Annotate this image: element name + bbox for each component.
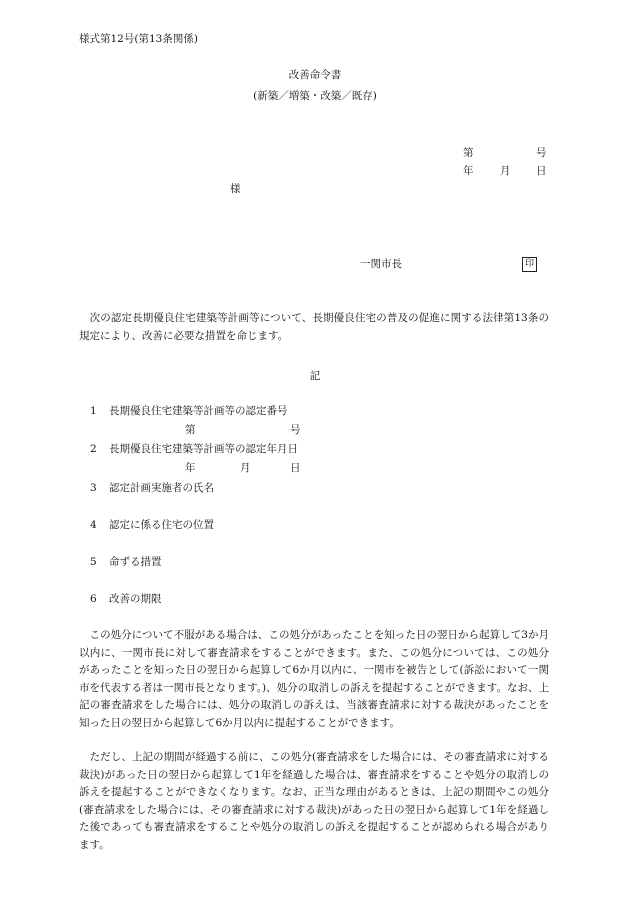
issuer-name: 一関市長 — [360, 258, 402, 270]
item1-number-suffix: 号 — [290, 424, 301, 436]
item-label: 長期優良住宅建築等計画等の認定年月日 — [109, 443, 298, 455]
notice-paragraph-2 — [79, 749, 549, 855]
date-month: 月 — [500, 165, 511, 177]
date-year: 年 — [463, 165, 474, 177]
item-label: 長期優良住宅建築等計画等の認定番号 — [109, 405, 288, 417]
item-label: 命ずる措置 — [109, 556, 162, 568]
item-number: 4 — [90, 519, 97, 531]
item-number: 5 — [90, 556, 97, 568]
item-number: 1 — [90, 405, 97, 417]
item-label: 改善の期限 — [109, 593, 162, 605]
item2-day: 日 — [290, 462, 301, 474]
body-paragraph — [79, 310, 549, 345]
seal-mark: 印 — [522, 257, 537, 272]
item-number: 3 — [90, 482, 97, 494]
document-title: 改善命令書 — [288, 69, 342, 81]
item1-number-prefix: 第 — [185, 424, 196, 436]
ki-heading: 記 — [309, 370, 321, 382]
document-subtitle: (新築／増築・改築／既存) — [253, 90, 377, 102]
body-text: 次の認定長期優良住宅建築等計画等について、長期優良住宅の普及の促進に関する法律第13条の規定により、改善に必要な措置を命じます。 — [79, 312, 549, 342]
notice-text: ただし、上記の期間が経過する前に、この処分(審査請求をした場合には、その審査請求に対する裁決)があった日の翌日から起算して1年を経過した場合は、審査請求をすることや処分の取消しの訴えを提起することができなくなります。なお、正当な理由があるときは、上記の期間やこの処分(審査請求をした場合には、その審査請求に対する裁決)があった日の翌日から起算して1年を経過した後であっても審査請求をすることや処分の取消しの訴えを提起することが認められる場合があります。 — [79, 751, 549, 851]
item-label: 認定計画実施者の氏名 — [109, 482, 214, 494]
item2-month: 月 — [240, 462, 251, 474]
doc-number-suffix: 号 — [536, 147, 547, 159]
item-label: 認定に係る住宅の位置 — [109, 519, 214, 531]
date-day: 日 — [536, 165, 547, 177]
doc-number-prefix: 第 — [463, 147, 474, 159]
addressee-suffix: 様 — [230, 183, 241, 195]
form-label: 様式第12号(第13条関係) — [79, 33, 198, 45]
notice-paragraph-1 — [79, 627, 549, 733]
item2-year: 年 — [185, 462, 196, 474]
item-number: 6 — [90, 593, 97, 605]
item-number: 2 — [90, 443, 97, 455]
notice-text: この処分について不服がある場合は、この処分があったことを知った日の翌日から起算して3か月以内に、一関市長に対して審査請求をすることができます。また、この処分については、この処分があったことを知った日の翌日から起算して6か月以内に、一関市を被告として(訴訟において一関市を代表する者は一関市長となります。)、処分の取消しの訴えを提起することができます。なお、上記の審査請求をした場合には、処分の取消しの訴えは、当該審査請求に対する裁決があったことを知った日の翌日から起算して6か月以内に提起することができます。 — [79, 629, 549, 729]
